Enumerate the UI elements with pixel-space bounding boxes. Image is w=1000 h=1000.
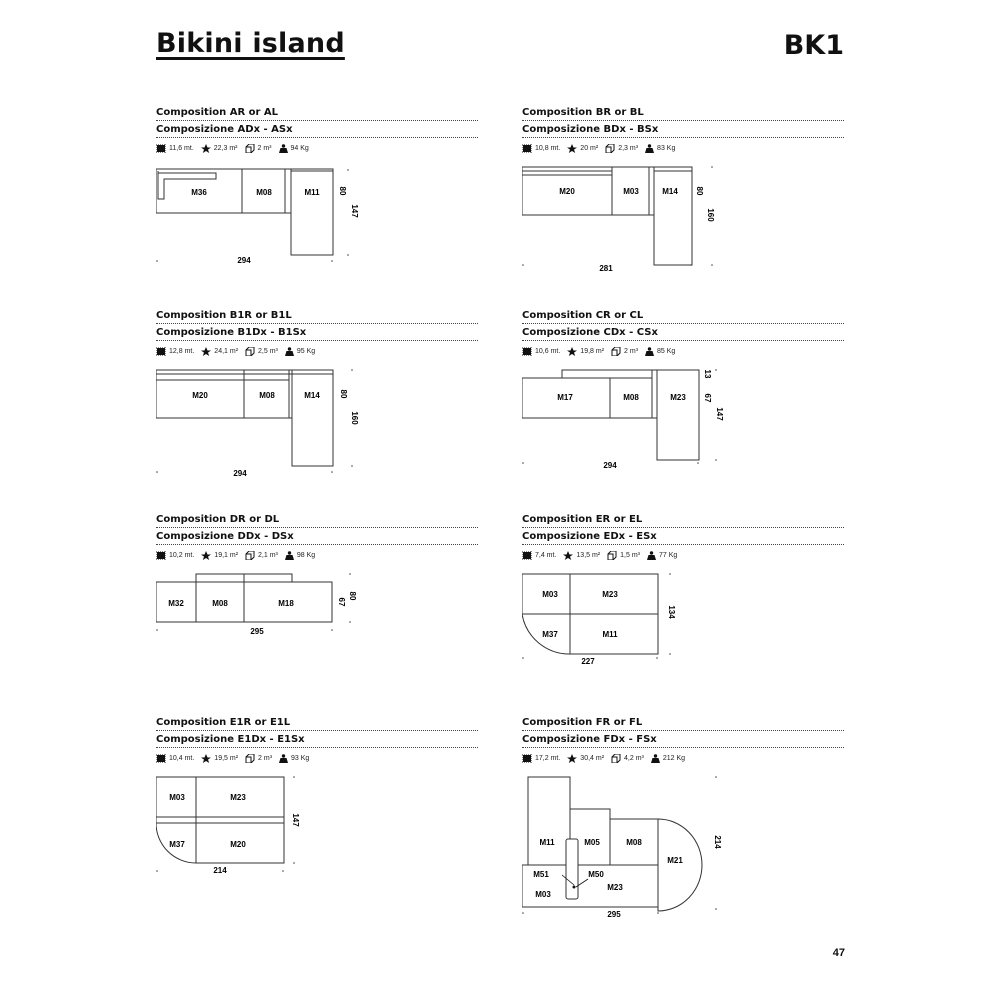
spec-volume: 2 m³ <box>258 755 273 762</box>
module-label: M23 <box>607 883 623 892</box>
spec-area: 19,8 m² <box>580 348 605 355</box>
dimension-label: 227 <box>581 657 595 666</box>
composition-title-en: Composition FR or FL <box>522 717 844 731</box>
spec-volume: 4,2 m³ <box>624 755 644 762</box>
spec-area: 22,3 m² <box>213 145 238 152</box>
star-area-icon <box>201 144 211 153</box>
composition-title-en: Composition CR or CL <box>522 310 844 324</box>
module-label: M23 <box>602 590 618 599</box>
star-area-icon <box>563 551 573 560</box>
length-icon <box>156 144 166 153</box>
composition-title-it: Composizione ADx - ASx <box>156 124 478 138</box>
spec-area: 19,5 m² <box>214 755 239 762</box>
volume-box-icon <box>611 347 621 356</box>
dimension-label: 281 <box>599 264 613 273</box>
volume-box-icon <box>245 144 255 153</box>
spec-area: 19,1 m² <box>214 552 239 559</box>
composition-title-en: Composition B1R or B1L <box>156 310 478 324</box>
spec-weight: 94 Kg <box>290 145 309 152</box>
length-icon <box>522 551 532 560</box>
module-label: M03 <box>623 187 639 196</box>
star-area-icon <box>567 144 577 153</box>
spec-volume: 2,1 m³ <box>258 552 278 559</box>
weight-icon <box>285 347 294 356</box>
composition-title-en: Composition E1R or E1L <box>156 717 478 731</box>
spec-volume: 2 m³ <box>257 145 272 152</box>
module-label: M23 <box>230 793 246 802</box>
volume-box-icon <box>245 347 255 356</box>
dimension-label: 134 <box>667 605 676 619</box>
volume-box-icon <box>245 551 255 560</box>
module-label: M08 <box>212 599 228 608</box>
dimension-label: 214 <box>213 866 227 875</box>
module-label: M23 <box>670 393 686 402</box>
spec-area: 24,1 m² <box>214 348 239 355</box>
composition-title-it: Composizione DDx - DSx <box>156 531 478 545</box>
star-area-icon <box>201 347 211 356</box>
spec-length: 7,4 mt. <box>535 552 557 559</box>
spec-length: 12,8 mt. <box>169 348 195 355</box>
composition-c <box>522 310 844 495</box>
dimension-label: 294 <box>603 461 617 470</box>
composition-drawing <box>522 356 844 526</box>
dimension-label: 80 <box>338 186 347 196</box>
composition-drawing <box>156 763 478 903</box>
composition-drawing <box>156 153 478 313</box>
spec-length: 17,2 mt. <box>535 755 561 762</box>
dimension-label: 80 <box>348 591 357 601</box>
dimension-label: 294 <box>237 256 251 265</box>
spec-weight: 212 Kg <box>662 755 686 762</box>
module-label: M37 <box>169 840 185 849</box>
module-label: M08 <box>626 838 642 847</box>
module-label: M14 <box>304 391 320 400</box>
composition-title-it: Composizione EDx - ESx <box>522 531 844 545</box>
composition-title-en: Composition AR or AL <box>156 107 478 121</box>
spec-volume: 2 m³ <box>624 348 639 355</box>
module-label: M08 <box>623 393 639 402</box>
module-label: M03 <box>169 793 185 802</box>
length-icon <box>522 347 532 356</box>
dimension-label: 67 <box>337 597 346 607</box>
weight-icon <box>645 144 654 153</box>
composition-title-it: Composizione B1Dx - B1Sx <box>156 327 478 341</box>
volume-box-icon <box>607 551 617 560</box>
spec-area: 30,4 m² <box>580 755 605 762</box>
module-label: M21 <box>667 856 683 865</box>
dimension-label: 13 <box>703 369 712 379</box>
dimension-label: 80 <box>695 186 704 196</box>
dimension-label: 147 <box>715 407 724 421</box>
module-label: M51 <box>533 870 549 879</box>
module-label: M03 <box>542 590 558 599</box>
composition-d <box>156 514 478 699</box>
composition-f <box>522 717 844 919</box>
module-label: M11 <box>539 838 555 847</box>
spec-length: 10,8 mt. <box>535 145 561 152</box>
dimension-label: 160 <box>350 411 359 425</box>
weight-icon <box>279 754 288 763</box>
module-label: M03 <box>535 890 551 899</box>
weight-icon <box>645 347 654 356</box>
spec-weight: 85 Kg <box>657 348 676 355</box>
spec-length: 10,6 mt. <box>535 348 561 355</box>
spec-length: 11,6 mt. <box>169 145 194 152</box>
module-label: M50 <box>588 870 604 879</box>
composition-a <box>156 107 478 292</box>
spec-length: 10,4 mt. <box>169 755 195 762</box>
dimension-label: 80 <box>339 389 348 399</box>
module-label: M32 <box>168 599 184 608</box>
spec-weight: 77 Kg <box>658 552 678 559</box>
spec-area: 13,5 m² <box>576 552 601 559</box>
dimension-label: 295 <box>250 627 264 636</box>
composition-title-it: Composizione CDx - CSx <box>522 327 844 341</box>
composition-drawing <box>522 153 844 323</box>
dimension-label: 295 <box>607 910 621 919</box>
module-label: M08 <box>256 188 272 197</box>
length-icon <box>522 754 532 763</box>
dimension-label: 147 <box>350 204 359 218</box>
volume-box-icon <box>611 754 621 763</box>
module-label: M14 <box>662 187 678 196</box>
star-area-icon <box>201 551 211 560</box>
composition-title-en: Composition ER or EL <box>522 514 844 528</box>
spec-volume: 2,3 m³ <box>618 145 639 152</box>
spec-weight: 83 Kg <box>657 145 676 152</box>
page-number: 47 <box>832 947 845 959</box>
spec-volume: 1,5 m³ <box>620 552 640 559</box>
weight-icon <box>285 551 294 560</box>
module-label: M11 <box>602 630 618 639</box>
weight-icon <box>647 551 656 560</box>
spec-area: 20 m² <box>580 145 599 152</box>
composition-title-it: Composizione E1Dx - E1Sx <box>156 734 478 748</box>
module-label: M20 <box>192 391 208 400</box>
length-icon <box>156 551 166 560</box>
composition-e1 <box>156 717 478 902</box>
composition-b <box>522 107 844 292</box>
volume-box-icon <box>245 754 255 763</box>
composition-drawing <box>156 356 478 526</box>
module-label: M08 <box>259 391 275 400</box>
dimension-label: 294 <box>233 469 247 478</box>
length-icon <box>522 144 532 153</box>
star-area-icon <box>201 754 211 763</box>
dimension-label: 214 <box>713 835 722 849</box>
module-label: M20 <box>230 840 246 849</box>
composition-drawing <box>522 763 844 923</box>
dimension-label: 160 <box>706 208 715 222</box>
star-area-icon <box>567 754 577 763</box>
spec-weight: 95 Kg <box>296 348 316 355</box>
module-label: M20 <box>559 187 575 196</box>
composition-drawing <box>522 560 844 700</box>
module-label: M36 <box>191 188 207 197</box>
module-label: M11 <box>304 188 320 197</box>
star-area-icon <box>567 347 577 356</box>
spec-length: 10,2 mt. <box>169 552 195 559</box>
module-label: M37 <box>542 630 558 639</box>
length-icon <box>156 347 166 356</box>
composition-title-it: Composizione FDx - FSx <box>522 734 844 748</box>
product-code: BK1 <box>783 30 844 61</box>
composition-e <box>522 514 844 699</box>
dimension-label: 147 <box>291 813 300 827</box>
length-icon <box>156 754 166 763</box>
volume-box-icon <box>605 144 615 153</box>
spec-weight: 93 Kg <box>291 755 310 762</box>
dimension-label: 67 <box>703 393 712 403</box>
composition-drawing <box>156 560 478 700</box>
weight-icon <box>279 144 288 153</box>
module-label: M18 <box>278 599 294 608</box>
spec-weight: 98 Kg <box>296 552 316 559</box>
module-label: M17 <box>557 393 573 402</box>
composition-title-en: Composition BR or BL <box>522 107 844 121</box>
weight-icon <box>651 754 660 763</box>
composition-title-en: Composition DR or DL <box>156 514 478 528</box>
spec-volume: 2,5 m³ <box>258 348 278 355</box>
page-title: Bikini island <box>156 28 345 59</box>
composition-title-it: Composizione BDx - BSx <box>522 124 844 138</box>
module-label: M05 <box>584 838 600 847</box>
composition-b1 <box>156 310 478 495</box>
